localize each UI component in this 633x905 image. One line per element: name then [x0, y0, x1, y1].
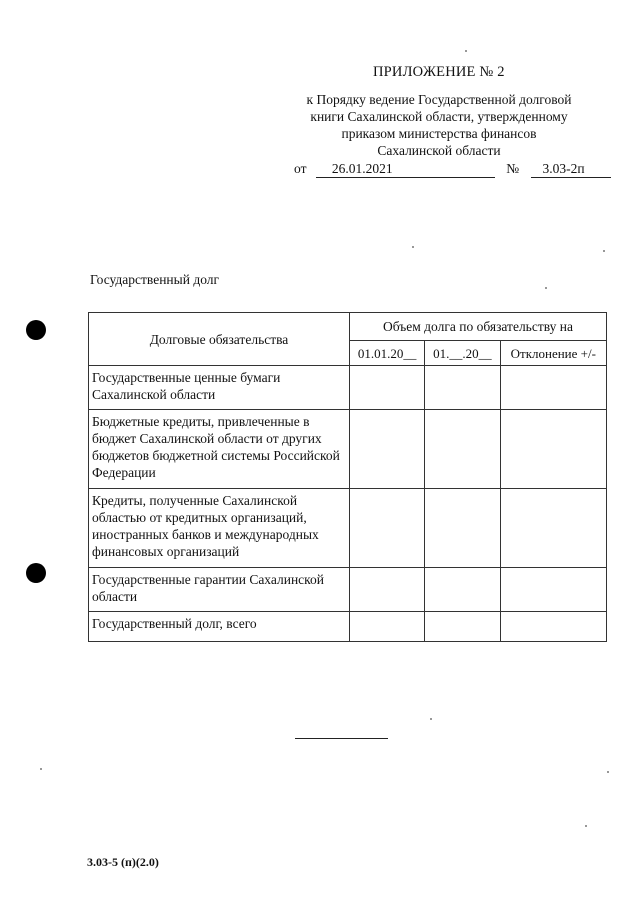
value-cell	[500, 568, 606, 612]
value-cell	[350, 410, 425, 489]
scan-speck	[545, 287, 547, 289]
table-row	[89, 568, 607, 612]
date-prefix: от	[294, 161, 307, 176]
scan-speck	[430, 718, 432, 720]
order-date: 26.01.2021	[316, 161, 495, 178]
order-line: Сахалинской области	[377, 143, 501, 158]
value-cell	[425, 568, 500, 612]
scan-speck	[585, 825, 587, 827]
scan-speck	[607, 771, 609, 773]
volume-header: Объем долга по обязательству на	[350, 313, 607, 341]
date-col-header: 01.01.20__	[350, 341, 425, 366]
form-code: 3.03-5 (п)(2.0)	[87, 855, 159, 869]
value-cell	[350, 366, 425, 410]
value-cell	[500, 366, 606, 410]
scan-speck	[465, 50, 467, 52]
row-label: Кредиты, полученные Сахалинской областью от кредитных организаций, иностранных банков и международных финансовых организаций	[89, 489, 350, 568]
row-label: Государственный долг, всего	[89, 612, 350, 642]
table-row	[89, 612, 607, 642]
value-cell	[425, 489, 500, 568]
value-cell	[350, 568, 425, 612]
value-cell	[350, 612, 425, 642]
debt-table	[88, 312, 607, 642]
order-date-number	[294, 161, 611, 178]
scan-speck	[603, 250, 605, 252]
value-cell	[500, 410, 606, 489]
order-number: 3.03-2п	[531, 161, 611, 178]
table-row	[89, 366, 607, 410]
order-reference	[284, 91, 594, 159]
order-line: книги Сахалинской области, утвержденному	[310, 109, 568, 124]
deviation-col-header: Отклонение +/-	[500, 341, 606, 366]
value-cell	[425, 366, 500, 410]
section-title: Государственный долг	[90, 272, 220, 287]
value-cell	[500, 612, 606, 642]
punch-hole-top	[26, 320, 46, 340]
date-col-header: 01.__.20__	[425, 341, 500, 366]
end-divider	[295, 738, 388, 739]
table-row	[89, 410, 607, 489]
scan-speck	[412, 246, 414, 248]
table-row	[89, 489, 607, 568]
row-label: Государственные ценные бумаги Сахалинской области	[89, 366, 350, 410]
punch-hole-bottom	[26, 563, 46, 583]
appendix-title: ПРИЛОЖЕНИЕ № 2	[373, 64, 505, 80]
order-line: к Порядку ведение Государственной долговой	[306, 92, 572, 107]
row-label: Государственные гарантии Сахалинской области	[89, 568, 350, 612]
obligations-header: Долговые обязательства	[89, 313, 350, 366]
value-cell	[500, 489, 606, 568]
value-cell	[425, 410, 500, 489]
value-cell	[425, 612, 500, 642]
row-label: Бюджетные кредиты, привлеченные в бюджет Сахалинской области от других бюджетов бюджетной системы Российской Федерации	[89, 410, 350, 489]
order-line: приказом министерства финансов	[341, 126, 537, 141]
scan-speck	[40, 768, 42, 770]
number-sign: №	[506, 161, 520, 176]
value-cell	[350, 489, 425, 568]
